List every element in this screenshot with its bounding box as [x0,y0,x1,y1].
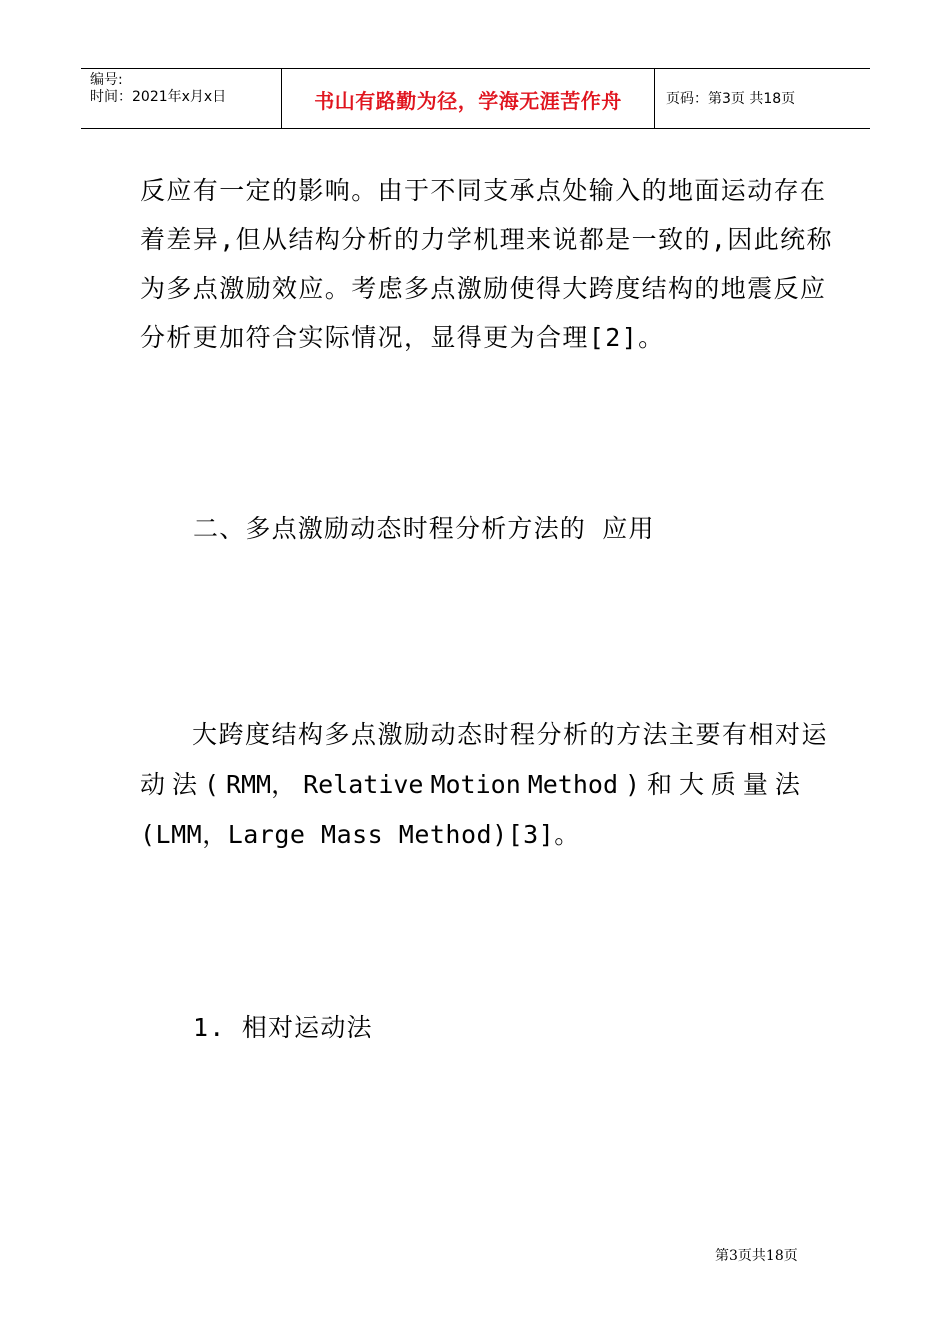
word: 法 [171,770,197,799]
header-page-number: 页码：第3页 共18页 [666,91,796,107]
word: ) [624,770,641,799]
word: 法 [774,770,800,799]
document-number-label: 编号: [90,72,123,88]
word: 质 [710,770,736,799]
justified-paragraph-line [140,760,800,810]
word: Relative [303,770,424,799]
word: 量 [742,770,768,799]
word: 大 [678,770,704,799]
paragraph-line: 着差异,但从结构分析的力学机理来说都是一致的,因此统称 [140,225,833,254]
word: 和 [646,770,672,799]
document-date-label: 时间：2021年x月x日 [90,89,227,105]
paragraph-line: 分析更加符合实际情况，显得更为合理[2]。 [140,323,665,352]
header-meta-cell [81,69,281,128]
word: ( [203,770,219,799]
paragraph-line: 为多点激励效应。考虑多点激励使得大跨度结构的地震反应 [140,274,827,303]
header-page-cell [655,69,870,128]
section-heading: 二、多点激励动态时程分析方法的 应用 [193,514,655,543]
methods-paragraph [140,710,829,860]
word: 动 [140,770,166,799]
word: Method [527,770,619,799]
paragraph-line: 大跨度结构多点激励动态时程分析的方法主要有相对运 [192,720,829,749]
subsection-heading: 1. 相对运动法 [193,1013,373,1042]
header-motto-cell [281,69,655,128]
word: RMM， [225,770,297,799]
paragraph-line: 反应有一定的影响。由于不同支承点处输入的地面运动存在 [140,176,827,205]
word: Motion [430,770,521,799]
paragraph-line: (LMM，Large Mass Method)[3]。 [140,820,580,849]
intro-paragraph [140,166,833,362]
footer-page-number: 第3页共18页 [715,1248,798,1264]
document-header [81,68,870,129]
header-motto: 书山有路勤为径，学海无涯苦作舟 [314,89,622,113]
